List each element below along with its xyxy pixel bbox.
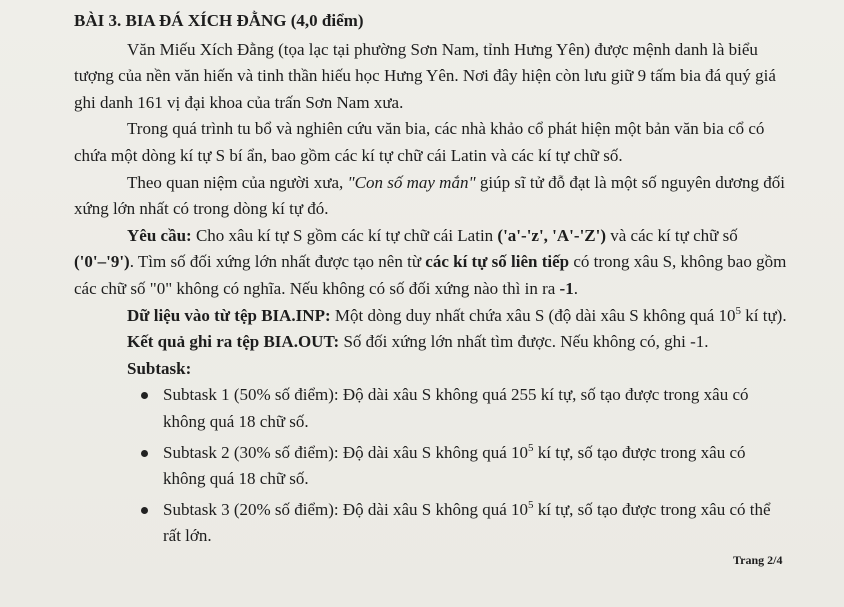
document-content	[74, 8, 794, 554]
intro-paragraph: Văn Miếu Xích Đằng (tọa lạc tại phường Sơn Nam, tỉnh Hưng Yên) được mệnh danh là biểu tượng của nền văn hiến và tinh thần hiếu học Hưng Yên. Nơi đây hiện còn lưu giữ 9 tấm bia đá quý giá ghi danh 161 vị đại khoa của trấn Sơn Nam xưa.	[74, 39, 776, 112]
input-label: Dữ liệu vào từ tệp BIA.INP:	[127, 305, 331, 325]
requirement-label: Yêu cầu:	[127, 225, 192, 245]
subtask-item: Subtask 1 (50% số điểm): Độ dài xâu S không quá 255 kí tự, số tạo được trong xâu có không quá 18 chữ số.	[163, 382, 794, 435]
page-number: Trang 2/4	[733, 553, 783, 567]
requirement-paragraph: Yêu cầu: Cho xâu kí tự S gồm các kí tự chữ cái Latin ('a'-'z', 'A'-'Z') và các kí tự chữ số ('0'–'9'). Tìm số đối xứng lớn nhất được tạo nên từ các kí tự số liên tiếp có trong xâu S, không bao gồm các chữ số "0" không có nghĩa. Nếu không có số đối xứng nào thì in ra -1.	[74, 225, 787, 298]
lucky-number-quote: "Con số may mắn"	[347, 172, 476, 192]
output-label: Kết quả ghi ra tệp BIA.OUT:	[127, 332, 340, 352]
discovery-paragraph: Trong quá trình tu bổ và nghiên cứu văn bia, các nhà khảo cổ phát hiện một bản văn bia cổ có chứa một dòng kí tự S bí ẩn, bao gồm các kí tự chữ cái Latin và các kí tự chữ số.	[74, 119, 765, 165]
subtask-heading: Subtask:	[127, 358, 192, 378]
bullet-icon	[141, 507, 148, 514]
subtask-item: Subtask 2 (30% số điểm): Độ dài xâu S không quá $10^5$ kí tự, số tạo được trong xâu có không quá 18 chữ số.	[163, 440, 794, 493]
subtask-list	[74, 382, 794, 550]
subtask-item: Subtask 3 (20% số điểm): Độ dài xâu S không quá $10^5$ kí tự, số tạo được trong xâu có thể rất lớn.	[163, 497, 794, 550]
lucky-number-paragraph: Theo quan niệm của người xưa, "Con số may mắn" giúp sĩ tử đỗ đạt là một số nguyên dương đối xứng lớn nhất có trong dòng kí tự đó.	[74, 172, 785, 219]
problem-title: BÀI 3. BIA ĐÁ XÍCH ĐẰNG (4,0 điểm)	[74, 11, 364, 30]
input-paragraph: Dữ liệu vào từ tệp BIA.INP: Một dòng duy nhất chứa xâu S (độ dài xâu S không quá $10^5$ kí tự).	[127, 304, 787, 325]
bullet-icon	[141, 392, 148, 399]
bullet-icon	[141, 450, 148, 457]
output-paragraph: Kết quả ghi ra tệp BIA.OUT: Số đối xứng lớn nhất tìm được. Nếu không có, ghi -1.	[127, 332, 709, 352]
